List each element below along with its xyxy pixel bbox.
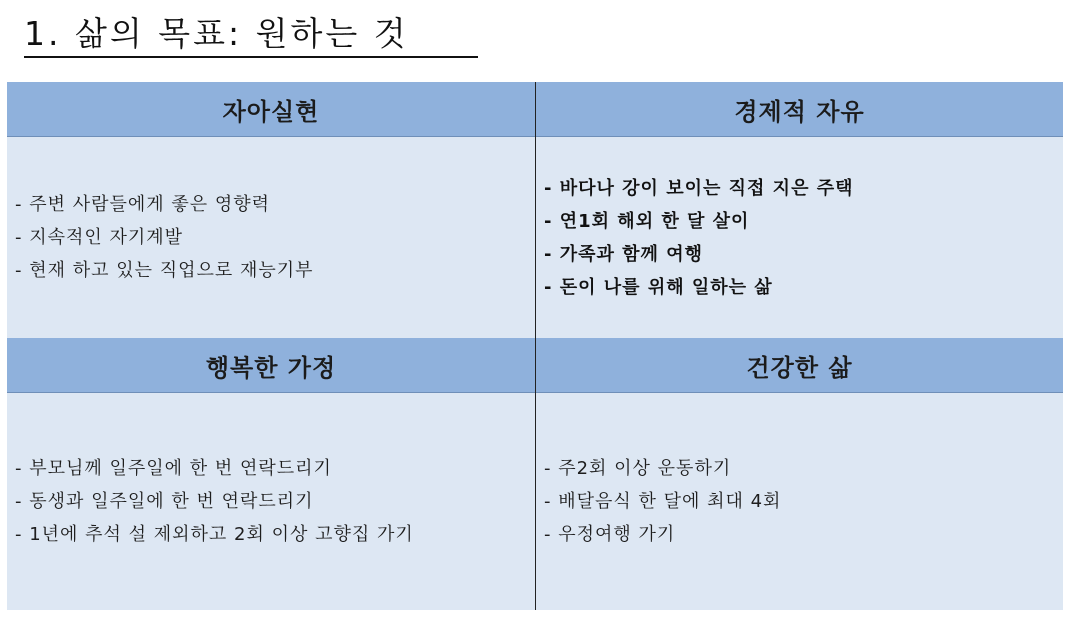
list-item: - 지속적인 자기계발 <box>15 227 184 248</box>
quadrant-body-financial-freedom <box>536 137 1063 338</box>
quadrant-header-self-realization: 자아실현 <box>7 82 535 137</box>
quadrant-body-self-realization <box>7 137 535 338</box>
goal-list <box>536 452 1063 551</box>
quadrant-header-happy-family: 행복한 가정 <box>7 338 535 393</box>
list-item: - 주2회 이상 운동하기 <box>544 458 732 479</box>
goal-list <box>7 188 535 287</box>
list-item: - 연1회 해외 한 달 살이 <box>544 210 750 232</box>
list-item: - 돈이 나를 위해 일하는 삶 <box>544 276 773 298</box>
list-item: - 배달음식 한 달에 최대 4회 <box>544 491 782 512</box>
goal-list <box>536 172 1063 304</box>
quadrant-body-healthy-life <box>536 393 1063 610</box>
list-item: - 부모님께 일주일에 한 번 연락드리기 <box>15 458 332 479</box>
list-item: - 1년에 추석 설 제외하고 2회 이상 고향집 가기 <box>15 524 414 545</box>
list-item: - 우정여행 가기 <box>544 524 676 545</box>
goal-list <box>7 452 535 551</box>
page-title: 1. 삶의 목표: 원하는 것 <box>24 14 409 53</box>
quadrant-body-happy-family <box>7 393 535 610</box>
list-item: - 주변 사람들에게 좋은 영향력 <box>15 194 271 215</box>
list-item: - 현재 하고 있는 직업으로 재능기부 <box>15 260 314 281</box>
goals-grid <box>7 82 1063 610</box>
list-item: - 동생과 일주일에 한 번 연락드리기 <box>15 491 314 512</box>
quadrant-header-healthy-life: 건강한 삶 <box>536 338 1063 393</box>
title-underline <box>24 56 478 58</box>
list-item: - 바다나 강이 보이는 직접 지은 주택 <box>544 177 854 199</box>
list-item: - 가족과 함께 여행 <box>544 243 703 265</box>
vertical-divider <box>535 82 536 610</box>
quadrant-header-financial-freedom: 경제적 자유 <box>536 82 1063 137</box>
